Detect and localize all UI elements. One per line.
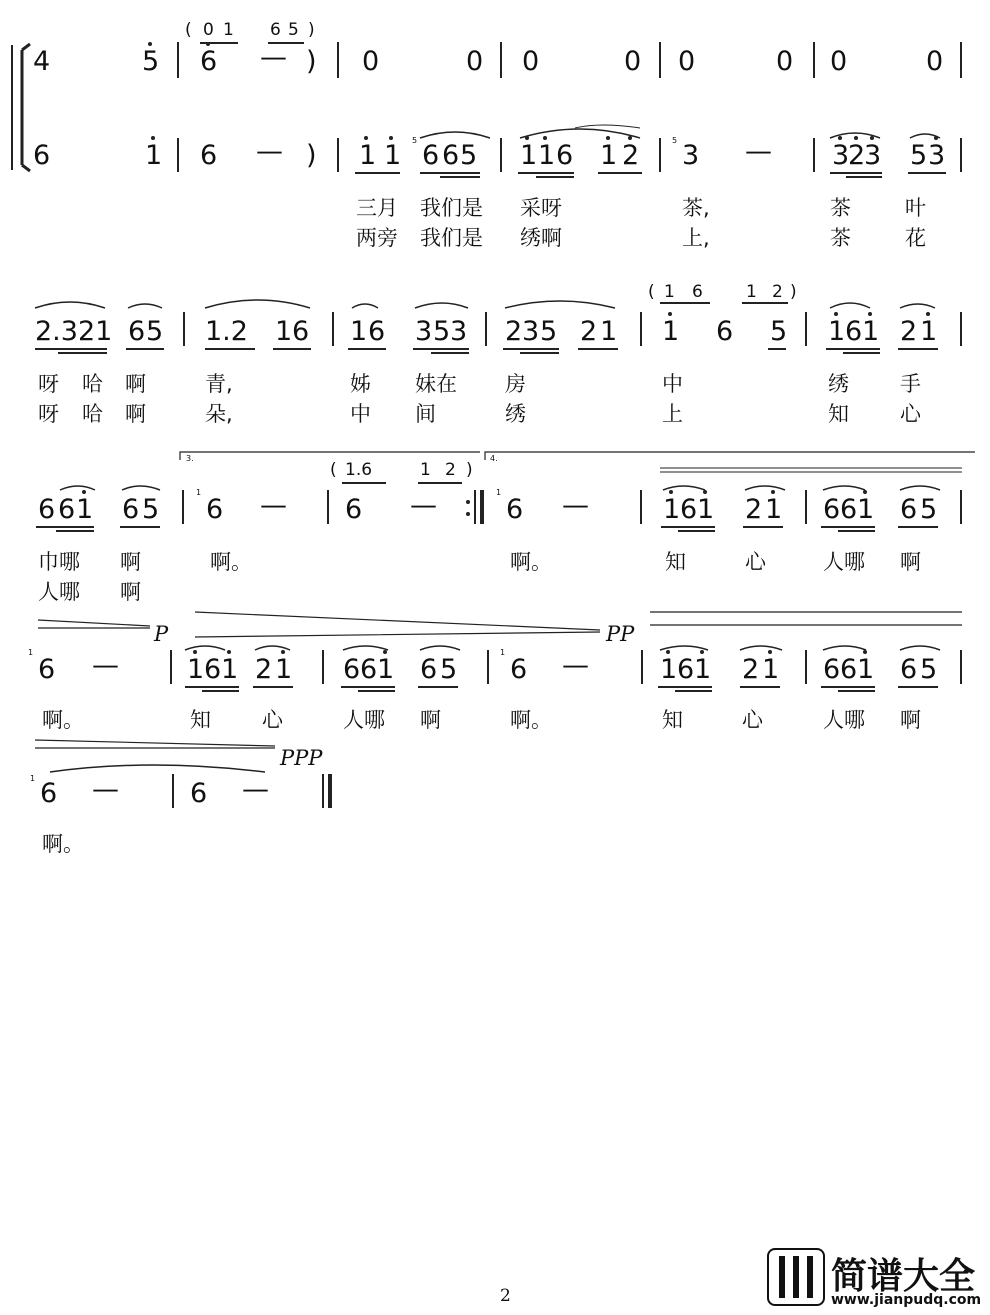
note: 6 (900, 494, 918, 525)
dash: — (256, 136, 283, 167)
note: 6 (292, 316, 310, 347)
note: 1 (187, 654, 205, 685)
dash: — (92, 774, 119, 805)
grace-note: 1 (496, 488, 502, 497)
note: 6 (845, 316, 863, 347)
dynamic-ppp: PPP (280, 746, 323, 770)
dash: — (260, 42, 287, 73)
grace-note: 1 (500, 648, 506, 657)
lyric: 中 (662, 372, 683, 396)
grace-note: 5 (672, 136, 678, 145)
note: 1 (377, 654, 395, 685)
lyric: 手 (900, 372, 921, 396)
lyric: 间 (415, 402, 436, 426)
lyric: 呀 (38, 402, 59, 426)
note: 6 (200, 46, 218, 77)
note: 1 (862, 316, 880, 347)
rest: 0 (362, 46, 380, 77)
note: 3 (522, 316, 540, 347)
note: 3 (415, 316, 433, 347)
rest: 0 (776, 46, 794, 77)
lyric: 我们是 (420, 226, 483, 250)
note: 5 (540, 316, 558, 347)
dash: — (410, 490, 437, 521)
note: 1 (600, 316, 618, 347)
paren: ) (306, 140, 317, 171)
note: 1 (520, 140, 538, 171)
note: 6 (206, 494, 224, 525)
lyric: 上, (682, 226, 710, 250)
note: 1 (384, 140, 402, 171)
lyric: 中 (350, 402, 371, 426)
note: 2 (745, 494, 763, 525)
note: 1 (275, 654, 293, 685)
note: 6 (360, 654, 378, 685)
lyric: 茶 (830, 196, 851, 220)
lyric: 叶 (905, 196, 926, 220)
note: 6 (510, 654, 528, 685)
paren-close: ) (308, 20, 315, 40)
paren-note: 1 (420, 460, 431, 480)
lyric: 啊 (120, 580, 141, 604)
note: 6 (38, 494, 56, 525)
lyric: 茶 (830, 226, 851, 250)
lyric: 绣 (505, 402, 526, 426)
note: 1 (828, 316, 846, 347)
note: 6 (33, 140, 51, 171)
lyric: 啊 (900, 550, 921, 574)
rest: 0 (926, 46, 944, 77)
lyric: 知 (828, 402, 849, 426)
note: 1 (762, 654, 780, 685)
note: 1 (76, 494, 94, 525)
note: 1 (275, 316, 293, 347)
lyric: 呀 (38, 372, 59, 396)
site-logo[interactable] (765, 1248, 987, 1312)
note: 6 (38, 654, 56, 685)
paren-open: ( (185, 20, 192, 40)
note: 1 (694, 654, 712, 685)
note: 6 (200, 140, 218, 171)
paren-open: ( (330, 460, 337, 480)
note: 5 (433, 316, 451, 347)
note: 5 (142, 494, 160, 525)
note: 5 (920, 494, 938, 525)
lyric: 啊。 (510, 708, 552, 732)
lyric: 知 (662, 708, 683, 732)
note: 3 (928, 140, 946, 171)
paren-note: 1.6 (345, 460, 373, 480)
rest: 0 (830, 46, 848, 77)
note: 6 (840, 494, 858, 525)
note: 6 (442, 140, 460, 171)
lyric: 知 (665, 550, 686, 574)
lyric: 花 (905, 226, 926, 250)
note: 6 (128, 316, 146, 347)
note: 6 (368, 316, 386, 347)
lyric: 人哪 (823, 550, 865, 574)
note: 1 (857, 654, 875, 685)
note: 6 (840, 654, 858, 685)
note: 6 (677, 654, 695, 685)
note: 1 (697, 494, 715, 525)
note: 1 (920, 316, 938, 347)
logo-text: 简谱大全 (831, 1256, 976, 1297)
note: 3 (450, 316, 468, 347)
lyric: 房 (505, 372, 526, 396)
note: 3 (832, 140, 850, 171)
lyric: 知 (190, 708, 211, 732)
note: 1 (145, 140, 163, 171)
paren-open: ( (648, 282, 655, 302)
lyric: 人哪 (38, 580, 80, 604)
note: 6 (40, 778, 58, 809)
note: 3 (864, 140, 882, 171)
note: 1 (663, 494, 681, 525)
note: 5 (440, 654, 458, 685)
note: 6 (716, 316, 734, 347)
paren-note: 6 (692, 282, 703, 302)
note: 1 (662, 316, 680, 347)
dash: — (260, 490, 287, 521)
note: 2 (622, 140, 640, 171)
lyric: 上 (662, 402, 683, 426)
grace-note: 1 (28, 648, 34, 657)
lyric: 心 (742, 708, 763, 732)
lyric: 巾哪 (38, 550, 80, 574)
lyric: 绣啊 (520, 226, 562, 250)
note: 6 (420, 654, 438, 685)
dynamic-p: P (154, 622, 169, 646)
lyric: 我们是 (420, 196, 483, 220)
lyric: 啊 (125, 372, 146, 396)
note: 6 (204, 654, 222, 685)
note: 2.321 (35, 316, 113, 347)
lyric: 啊。 (42, 708, 84, 732)
note: 2 (742, 654, 760, 685)
dash: — (242, 774, 269, 805)
paren-note: 1 (223, 20, 234, 40)
paren-close: ) (790, 282, 797, 302)
lyric: 心 (900, 402, 921, 426)
note: 6 (343, 654, 361, 685)
note: 6 (506, 494, 524, 525)
rest: 0 (466, 46, 484, 77)
lyric: 姊 (350, 372, 371, 396)
lyric: 心 (262, 708, 283, 732)
note: 6 (345, 494, 363, 525)
paren-note: 1 (664, 282, 675, 302)
note: 5 (142, 46, 160, 77)
lyric: 三月 (356, 196, 398, 220)
note: 4 (33, 46, 51, 77)
note: 6 (422, 140, 440, 171)
lyric: 朵, (205, 402, 233, 426)
paren-note: 1 (746, 282, 757, 302)
paren-note: 0 (203, 20, 214, 40)
note: 5 (920, 654, 938, 685)
dash: — (745, 136, 772, 167)
note: 2 (505, 316, 523, 347)
rest: 0 (522, 46, 540, 77)
note: 6 (122, 494, 140, 525)
lyric: 哈 (82, 402, 103, 426)
grace-note: 1 (196, 488, 202, 497)
grace-note: 5 (412, 136, 418, 145)
paren-close: ) (466, 460, 473, 480)
note: 1.2 (205, 316, 248, 347)
rest: 0 (624, 46, 642, 77)
note: 2 (848, 140, 866, 171)
note: 6 (823, 654, 841, 685)
lyric: 人哪 (343, 708, 385, 732)
logo-url: www.jianpudq.com (831, 1292, 982, 1308)
lyric: 绣 (828, 372, 849, 396)
lyric: 啊 (900, 708, 921, 732)
lyric: 啊。 (510, 550, 552, 574)
note: 5 (460, 140, 478, 171)
note: 6 (823, 494, 841, 525)
note: 2 (580, 316, 598, 347)
note: 6 (58, 494, 76, 525)
paren-note: 6 (270, 20, 281, 40)
note: 1 (857, 494, 875, 525)
lyric: 妹在 (415, 372, 457, 396)
paren: ) (306, 46, 317, 77)
lyric: 茶, (682, 196, 710, 220)
paren-note: 5 (288, 20, 299, 40)
lyric: 采呀 (520, 196, 562, 220)
lyric: 啊 (420, 708, 441, 732)
note: 1 (221, 654, 239, 685)
dynamic-pp: PP (606, 622, 635, 646)
note: 1 (765, 494, 783, 525)
page-number: 2 (500, 1286, 511, 1306)
note: 1 (538, 140, 556, 171)
lyric: 人哪 (823, 708, 865, 732)
note: 6 (556, 140, 574, 171)
note: 6 (900, 654, 918, 685)
piano-keys-icon (767, 1248, 825, 1306)
note: 3 (682, 140, 700, 171)
lyric: 啊 (125, 402, 146, 426)
dash: — (92, 650, 119, 681)
note: 5 (146, 316, 164, 347)
note: 1 (350, 316, 368, 347)
paren-note: 2 (772, 282, 783, 302)
note: 6 (190, 778, 208, 809)
lyric: 啊。 (42, 832, 84, 856)
lyric: 心 (745, 550, 766, 574)
note: 2 (255, 654, 273, 685)
volta-2: 4. (490, 454, 498, 463)
lyric: 哈 (82, 372, 103, 396)
lyric: 啊。 (210, 550, 252, 574)
paren-note: 2 (445, 460, 456, 480)
dash: — (562, 650, 589, 681)
note: 1 (359, 140, 377, 171)
lyric: 两旁 (356, 226, 398, 250)
volta-1: 3. (186, 454, 194, 463)
lyric: 啊 (120, 550, 141, 574)
note: 2 (900, 316, 918, 347)
note: 1 (600, 140, 618, 171)
lyric: 青, (205, 372, 233, 396)
dash: — (562, 490, 589, 521)
note: 5 (910, 140, 928, 171)
note: 1 (660, 654, 678, 685)
rest: 0 (678, 46, 696, 77)
note: 6 (680, 494, 698, 525)
grace-note: 1 (30, 774, 36, 783)
note: 5 (770, 316, 788, 347)
